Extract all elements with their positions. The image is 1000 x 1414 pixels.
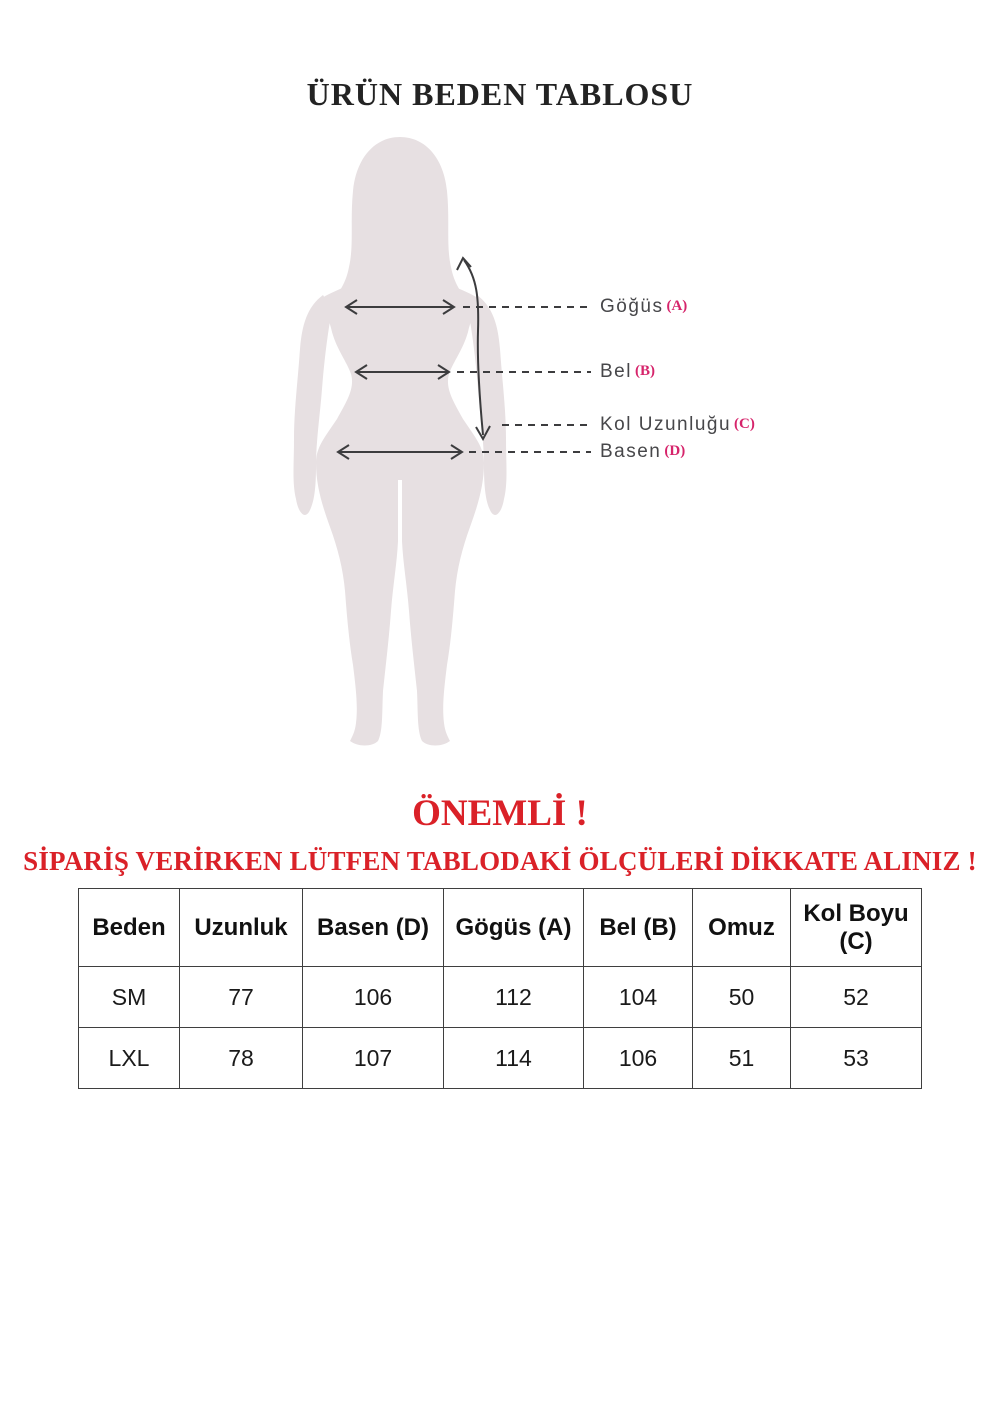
- table-cell: 106: [303, 967, 444, 1028]
- col-header-kol-boyu: Kol Boyu (C): [791, 889, 922, 967]
- waist-marker-b: (B): [634, 363, 655, 379]
- arm-length-marker-c: (C): [734, 416, 755, 432]
- size-table: [78, 888, 922, 1089]
- waist-label: [600, 360, 655, 384]
- table-cell: 104: [584, 967, 693, 1028]
- table-cell: 53: [791, 1028, 922, 1089]
- chest-label: [600, 295, 687, 319]
- cell-size: SM: [79, 967, 180, 1028]
- size-table-header-row: [79, 889, 922, 967]
- cell-size: LXL: [79, 1028, 180, 1089]
- col-header-beden: Beden: [79, 889, 180, 967]
- col-header-gogus: Gögüs (A): [444, 889, 584, 967]
- body-measurement-diagram: [250, 133, 755, 765]
- hip-label: [600, 440, 685, 464]
- order-warning-text: SİPARİŞ VERİRKEN LÜTFEN TABLODAKİ ÖLÇÜLERİ DİKKATE ALINIZ !: [23, 846, 977, 876]
- important-heading: ÖNEMLİ !: [412, 793, 588, 834]
- col-header-basen: Basen (D): [303, 889, 444, 967]
- table-row-lxl: [79, 1028, 922, 1089]
- table-cell: 51: [693, 1028, 791, 1089]
- page-title: ÜRÜN BEDEN TABLOSU: [306, 76, 694, 112]
- table-cell: 106: [584, 1028, 693, 1089]
- arm-length-label-text: Kol Uzunluğu: [600, 414, 732, 435]
- col-header-bel: Bel (B): [584, 889, 693, 967]
- hip-label-text: Basen: [600, 441, 662, 462]
- table-cell: 52: [791, 967, 922, 1028]
- table-cell: 114: [444, 1028, 584, 1089]
- table-cell: 78: [180, 1028, 303, 1089]
- chest-label-text: Göğüs: [600, 296, 664, 317]
- arm-length-label: [600, 413, 755, 437]
- waist-label-text: Bel: [600, 361, 632, 382]
- col-header-omuz: Omuz: [693, 889, 791, 967]
- silhouette-body: [316, 263, 484, 746]
- table-cell: 112: [444, 967, 584, 1028]
- chest-marker-a: (A): [666, 298, 688, 314]
- table-cell: 50: [693, 967, 791, 1028]
- table-cell: 107: [303, 1028, 444, 1089]
- col-header-uzunluk: Uzunluk: [180, 889, 303, 967]
- hip-marker-d: (D): [664, 443, 686, 459]
- table-cell: 77: [180, 967, 303, 1028]
- table-row-sm: [79, 967, 922, 1028]
